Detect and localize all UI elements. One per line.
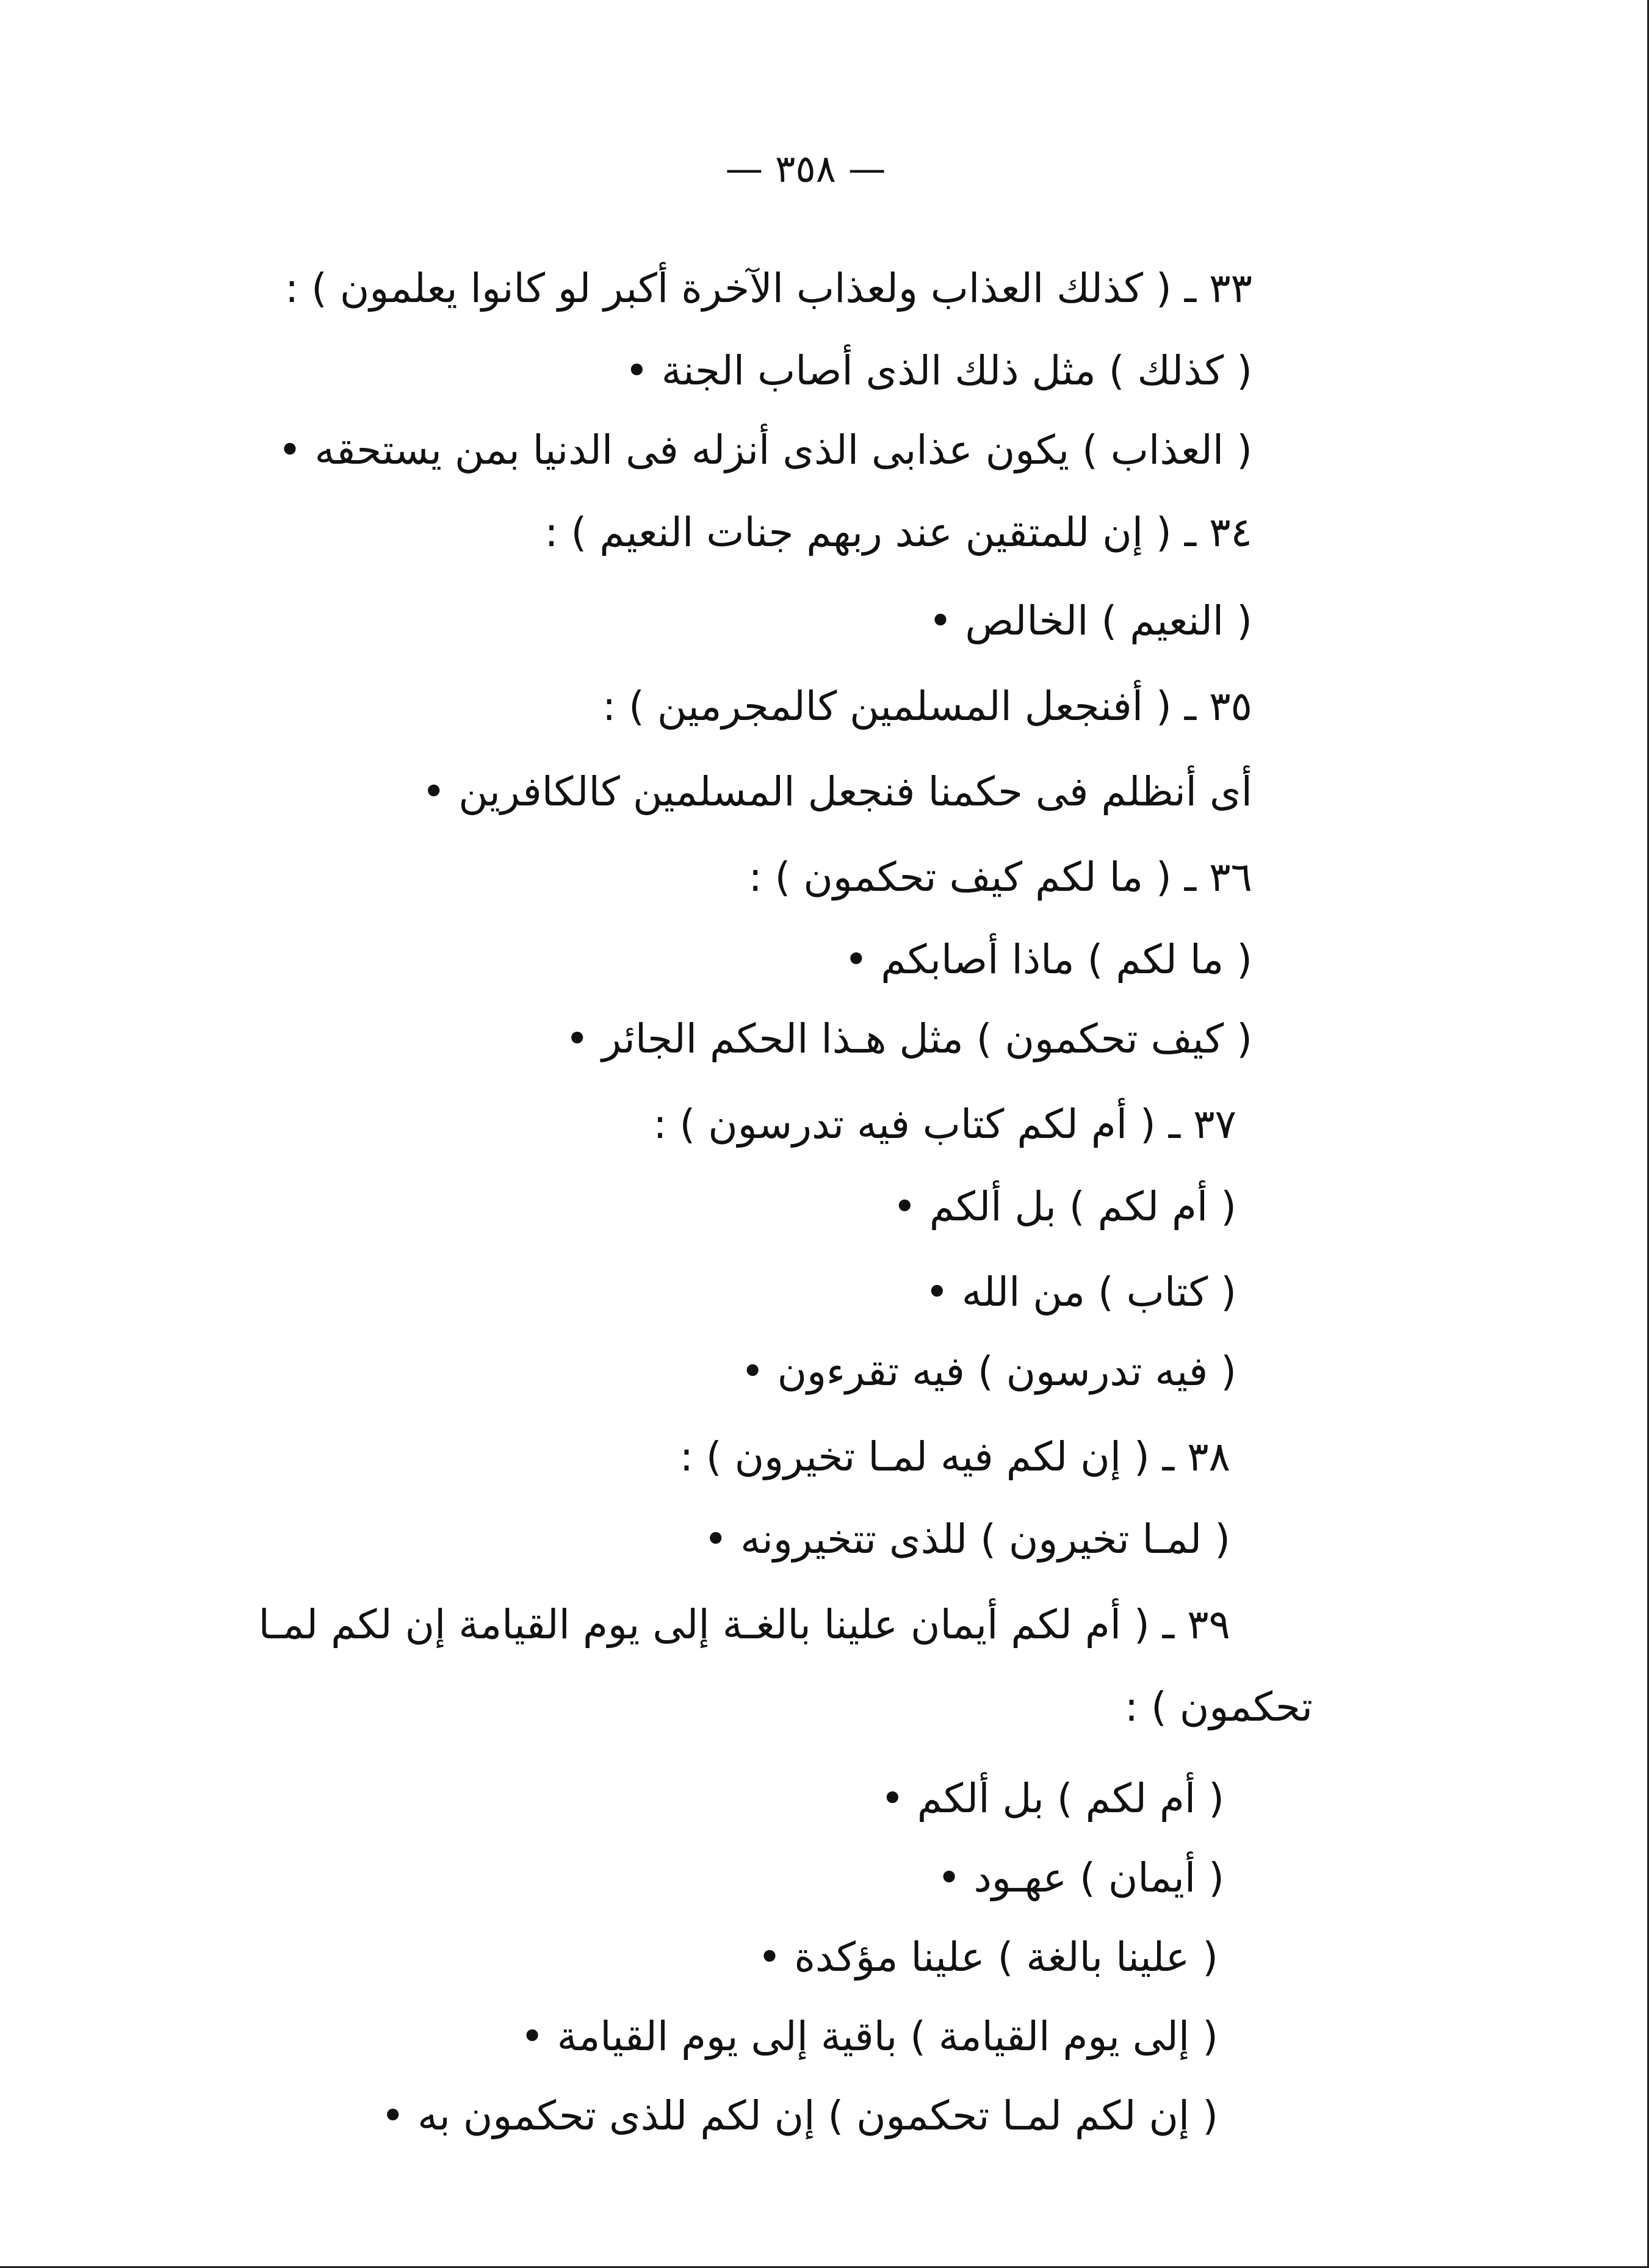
gloss-line: أى أنظلم فى حكمنا فنجعل المسلمين كالكافرين • (422, 768, 1252, 815)
verse-36-heading: ٣٦ ـ ( ما لكم كيف تحكمون ) : (748, 854, 1252, 901)
gloss-line: ( إن لكم لمـا تحكمون ) إن لكم للذى تحكمون به • (381, 2092, 1218, 2139)
verse-33-heading: ٣٣ ـ ( كذلك العذاب ولعذاب الآخرة أكبر لو كانوا يعلمون ) : (284, 265, 1252, 312)
verse-37-heading: ٣٧ ـ ( أم لكم كتاب فيه تدرسون ) : (653, 1101, 1236, 1148)
gloss-line: ( فيه تدرسون ) فيه تقرءون • (740, 1348, 1236, 1395)
gloss-line: ( النعيم ) الخالص • (928, 597, 1252, 644)
verse-39-heading: ٣٩ ـ ( أم لكم أيمان علينا بالغـة إلى يوم القيامة إن لكم لمـا (258, 1601, 1230, 1648)
gloss-line: ( العذاب ) يكون عذابى الذى أنزله فى الدنيا بمن يستحقه • (278, 427, 1252, 473)
verse-38-heading: ٣٨ ـ ( إن لكم فيه لمـا تخيرون ) : (679, 1433, 1230, 1480)
verse-34-heading: ٣٤ ـ ( إن للمتقين عند ربهم جنات النعيم ) : (544, 509, 1252, 556)
gloss-line: ( إلى يوم القيامة ) باقية إلى يوم القيامة • (520, 2013, 1218, 2060)
gloss-line: ( كتاب ) من الله • (925, 1269, 1236, 1316)
gloss-line: ( ما لكم ) ماذا أصابكم • (844, 936, 1252, 983)
gloss-line: ( أم لكم ) بل ألكم • (880, 1775, 1224, 1822)
gloss-line: ( علينا بالغة ) علينا مؤكدة • (757, 1934, 1218, 1981)
verse-35-heading: ٣٥ ـ ( أفنجعل المسلمين كالمجرمين ) : (602, 683, 1252, 730)
gloss-line: ( لمـا تخيرون ) للذى تتخيرونه • (704, 1516, 1230, 1563)
gloss-line: ( كذلك ) مثل ذلك الذى أصاب الجنة • (624, 347, 1252, 394)
gloss-line: ( أم لكم ) بل ألكم • (892, 1183, 1236, 1230)
gloss-line: ( أيمان ) عهـود • (937, 1854, 1224, 1901)
verse-39-continuation: تحكمون ) : (1124, 1683, 1313, 1730)
page-number: — ٣٥٨ — (725, 146, 886, 191)
gloss-line: ( كيف تحكمون ) مثل هـذا الحكم الجائر • (565, 1015, 1252, 1062)
